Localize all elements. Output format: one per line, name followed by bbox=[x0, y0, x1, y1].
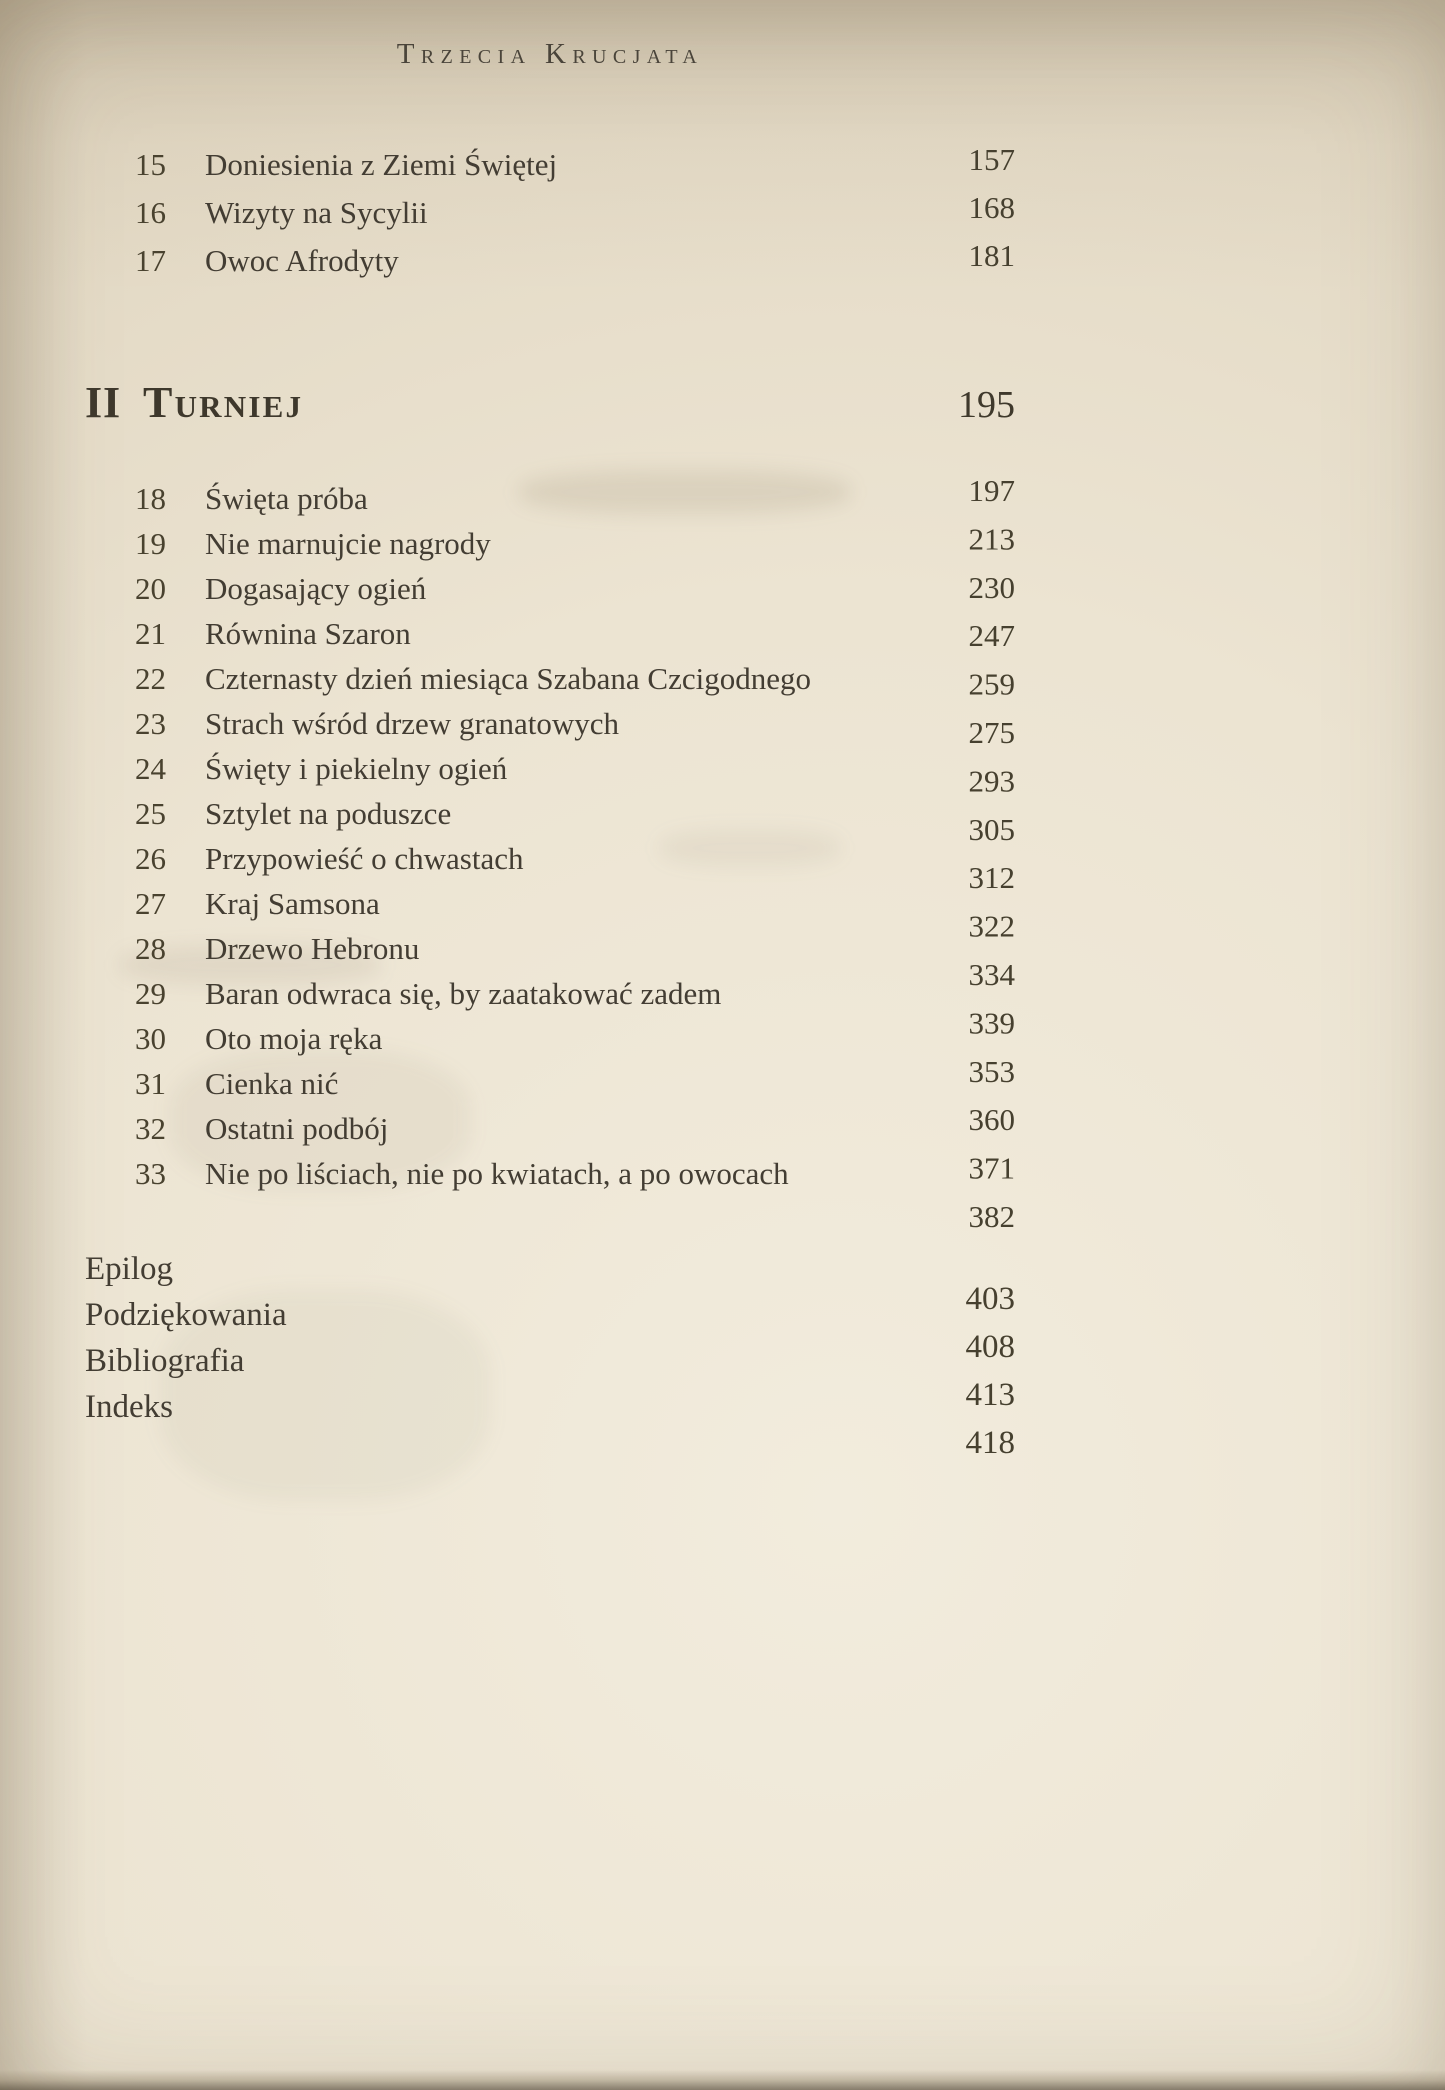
section-page-number: 195 bbox=[958, 384, 1015, 426]
toc-entry bbox=[135, 836, 1015, 896]
chapter-title: Święta próba bbox=[205, 481, 368, 516]
page-number: 403 bbox=[965, 1281, 1015, 1317]
chapter-number: 24 bbox=[135, 751, 166, 786]
toc-entry bbox=[135, 1151, 1015, 1234]
chapter-number: 16 bbox=[135, 195, 166, 230]
chapter-title: Równina Szaron bbox=[205, 616, 411, 651]
toc-entry bbox=[135, 611, 1015, 656]
chapter-title: Strach wśród drzew granatowych bbox=[205, 706, 620, 741]
chapter-number: 22 bbox=[135, 661, 166, 696]
chapter-number: 25 bbox=[135, 796, 166, 831]
chapter-number: 27 bbox=[135, 886, 166, 921]
page-number: 168 bbox=[968, 190, 1015, 225]
page-number: 322 bbox=[968, 908, 1015, 944]
chapter-title: Święty i piekielny ogień bbox=[205, 751, 508, 786]
toc-entry bbox=[135, 141, 1015, 189]
chapter-number: 31 bbox=[135, 1066, 166, 1101]
chapter-number: 15 bbox=[135, 147, 166, 182]
chapter-title: Drzewo Hebronu bbox=[205, 931, 420, 966]
page-number: 312 bbox=[968, 860, 1015, 896]
chapter-title: Bibliografia bbox=[85, 1343, 245, 1379]
chapter-title: Sztylet na poduszce bbox=[205, 796, 452, 831]
page-number: 382 bbox=[968, 1199, 1015, 1234]
front-chapter-list bbox=[85, 141, 1015, 285]
toc-entry bbox=[135, 237, 1015, 285]
chapter-title: Indeks bbox=[85, 1389, 173, 1425]
toc-entry bbox=[135, 656, 1015, 701]
chapter-title: Czternasty dzień miesiąca Szabana Czcigodnego bbox=[205, 661, 811, 696]
chapter-number: 17 bbox=[135, 243, 166, 278]
page-number: 418 bbox=[965, 1425, 1015, 1461]
chapter-title: Oto moja ręka bbox=[205, 1021, 383, 1056]
toc-entry bbox=[135, 521, 1015, 566]
page-number: 247 bbox=[968, 618, 1015, 654]
chapter-title: Nie marnujcie nagrody bbox=[205, 526, 491, 561]
chapter-number: 23 bbox=[135, 706, 166, 741]
chapter-number: 28 bbox=[135, 931, 166, 966]
chapter-title: Baran odwraca się, by zaatakować zadem bbox=[205, 976, 722, 1011]
page-number: 334 bbox=[968, 957, 1015, 992]
page-number: 408 bbox=[965, 1329, 1015, 1365]
page-number: 339 bbox=[968, 1005, 1015, 1041]
page-number: 230 bbox=[968, 569, 1015, 605]
chapter-number: 32 bbox=[135, 1111, 166, 1146]
page-number: 360 bbox=[968, 1102, 1015, 1138]
section-number: II bbox=[85, 378, 122, 427]
page-number: 371 bbox=[968, 1150, 1015, 1186]
toc-entry bbox=[135, 473, 1015, 521]
chapter-title: Podziękowania bbox=[85, 1297, 287, 1333]
page-number: 213 bbox=[968, 521, 1015, 557]
chapter-title: Doniesienia z Ziemi Świętej bbox=[205, 147, 558, 182]
page-number: 157 bbox=[968, 142, 1015, 177]
chapter-title: Wizyty na Sycylii bbox=[205, 195, 428, 230]
toc-entry bbox=[135, 926, 1015, 992]
chapter-title: Cienka nić bbox=[205, 1066, 339, 1101]
toc-entry bbox=[135, 881, 1015, 944]
section-title-group bbox=[85, 377, 303, 428]
page-number: 259 bbox=[968, 666, 1015, 702]
chapter-number: 29 bbox=[135, 976, 166, 1011]
chapter-title: Dogasający ogień bbox=[205, 571, 427, 606]
running-header: Trzecia Krucjata bbox=[396, 38, 704, 70]
toc-entry bbox=[135, 746, 1015, 799]
page-bottom-edge bbox=[0, 2070, 1445, 2090]
chapter-number: 30 bbox=[135, 1021, 166, 1056]
section-title: Turniej bbox=[143, 378, 304, 427]
section-heading bbox=[85, 377, 1015, 428]
page-number: 275 bbox=[968, 715, 1015, 750]
chapter-title: Nie po liściach, nie po kwiatach, a po owocach bbox=[205, 1156, 789, 1191]
toc-entry bbox=[135, 189, 1015, 237]
toc-entry bbox=[135, 701, 1015, 750]
chapter-title: Epilog bbox=[85, 1251, 173, 1287]
chapter-number: 20 bbox=[135, 571, 166, 606]
chapter-number: 18 bbox=[135, 481, 166, 516]
page-number: 197 bbox=[968, 473, 1015, 508]
page-number: 305 bbox=[968, 811, 1015, 847]
chapter-title: Przypowieść o chwastach bbox=[205, 841, 524, 876]
page-number: 413 bbox=[965, 1377, 1015, 1413]
page-number: 293 bbox=[968, 763, 1015, 799]
chapter-number: 33 bbox=[135, 1156, 166, 1191]
chapter-number: 26 bbox=[135, 841, 166, 876]
chapter-number: 19 bbox=[135, 526, 166, 561]
table-of-contents bbox=[85, 0, 1015, 1461]
chapter-title: Kraj Samsona bbox=[205, 886, 380, 921]
chapter-title: Owoc Afrodyty bbox=[205, 243, 399, 278]
chapter-title: Ostatni podbój bbox=[205, 1111, 389, 1146]
back-matter-list bbox=[85, 1246, 1015, 1461]
page-number: 181 bbox=[968, 238, 1015, 273]
toc-entry bbox=[135, 791, 1015, 847]
page-number: 353 bbox=[968, 1053, 1015, 1089]
toc-entry bbox=[85, 1384, 1015, 1461]
chapter-list bbox=[85, 473, 1015, 1234]
toc-entry bbox=[135, 566, 1015, 611]
chapter-number: 21 bbox=[135, 616, 166, 651]
